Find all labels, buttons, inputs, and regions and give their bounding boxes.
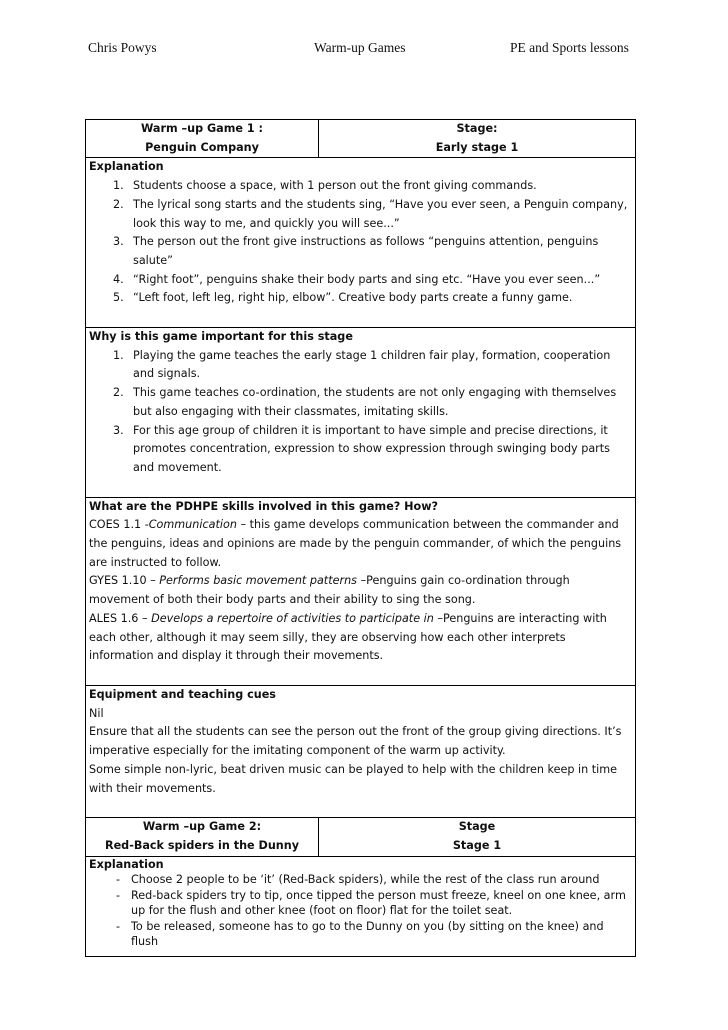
header-subject: PE and Sports lessons [510, 40, 629, 55]
game2-stage-label: Stage [458, 820, 496, 834]
game1-stage-value: Early stage 1 [435, 140, 519, 154]
header-author: Chris Powys [88, 40, 157, 55]
game1-skills-section [86, 497, 635, 685]
game2-stage-value: Stage 1 [452, 838, 502, 852]
list-item: 3. For this age group of children it is important to have simple and precise directions, it promotes concentration, expression to show expression through swinging body parts and movement. [113, 423, 610, 474]
skill-ales: ALES 1.6 – Develops a repertoire of activities to participate in –Penguins are interacting with each other, although it may seem silly, they are observing how each other interprets information and display it through their movements. [89, 611, 607, 663]
game1-explanation-list [89, 177, 632, 308]
game1-stage-label: Stage: [456, 122, 498, 135]
game1-equipment-section [86, 685, 635, 817]
list-item: - To be released, someone has to go to the Dunny on you (by sitting on the knee) and flush [116, 919, 604, 949]
list-item: 2. This game teaches co-ordination, the students are not only engaging with themselves but also engaging with their classmates, imitating skills. [113, 386, 617, 418]
game1-name: Penguin Company [145, 140, 259, 154]
list-item: 2. The lyrical song starts and the students sing, “Have you ever seen, a Penguin company, look this way to me, and quickly you will see...” [113, 197, 628, 230]
game1-table [85, 119, 636, 957]
game2-title: Warm –up Game 2: [142, 820, 262, 834]
list-item: 5. “Left foot, left leg, right hip, elbow”. Creative body parts create a funny game. [113, 291, 573, 305]
list-item: - Red-back spiders try to tip, once tipped the person must freeze, kneel on one knee, arm up for the flush and other knee (foot on floor) flat for the toilet seat. [116, 888, 626, 918]
list-item: 3. The person out the front give instructions as follows “penguins attention, penguins salute” [113, 235, 599, 267]
game2-explanation-section [86, 856, 635, 956]
skill-gyes: GYES 1.10 – Performs basic movement patterns –Penguins gain co-ordination through movement of both their body parts and their ability to sing the song. [89, 574, 570, 607]
list-item: - Choose 2 people to be ‘it’ (Red-Back spiders), while the rest of the class run around [116, 873, 600, 887]
game1-explanation-section [86, 157, 635, 327]
game1-stage-cell [319, 120, 635, 157]
game1-title: Warm –up Game 1 : [140, 122, 264, 135]
game2-stage-cell [319, 818, 635, 855]
game2-explanation-heading: Explanation [89, 857, 164, 871]
header-topic: Warm-up Games [314, 40, 406, 55]
equipment-line: Nil [89, 706, 104, 720]
game1-why-heading: Why is this game important for this stage [89, 330, 353, 344]
equipment-line: Some simple non-lyric, beat driven music can be played to help with the children keep in time with their movements. [89, 762, 618, 795]
game2-name: Red-Back spiders in the Dunny [104, 838, 300, 852]
equipment-line: Ensure that all the students can see the person out the front of the group giving directions. It’s imperative especially for the imitating component of the warm up activity. [89, 725, 622, 758]
game1-skills-heading: What are the PDHPE skills involved in this game? How? [89, 499, 439, 513]
game1-why-section [86, 327, 635, 497]
skill-coes: COES 1.1 -Communication – this game develops communication between the commander and the penguins, ideas and opinions are made by the penguin commander, of which the penguins are instructed to follow. [89, 518, 622, 569]
game1-equipment-heading: Equipment and teaching cues [89, 687, 276, 701]
list-item: 1. Playing the game teaches the early stage 1 children fair play, formation, cooperation and signals. [113, 348, 611, 381]
game1-title-row [86, 120, 635, 157]
list-item: 1. Students choose a space, with 1 person out the front giving commands. [113, 179, 537, 193]
game2-title-row [86, 817, 635, 855]
game1-explanation-heading: Explanation [89, 160, 164, 174]
game1-title-cell [86, 120, 319, 157]
list-item: 4. “Right foot”, penguins shake their body parts and sing etc. “Have you ever seen...” [113, 272, 601, 286]
game2-title-cell [86, 818, 319, 855]
